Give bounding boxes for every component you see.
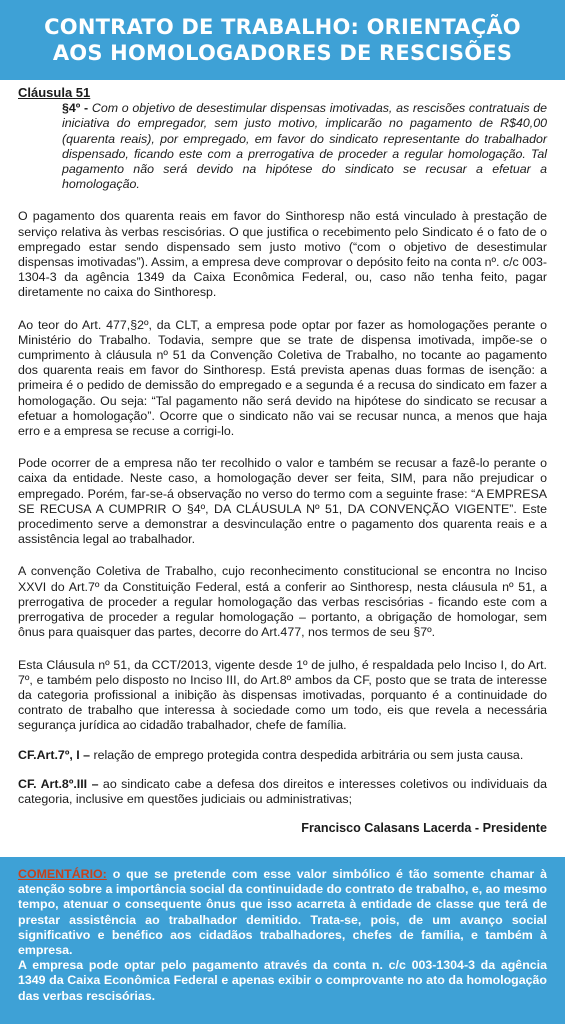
page-header <box>0 0 565 80</box>
clause-text: Com o objetivo de desestimular dispensas imotivadas, as rescisões contratuais de iniciativa do empregador, sem justo motivo, implicarão no pagamento de R$40,00 (quarenta reais), por empregado, em favor do sindicato representante do trabalhador dispensado, ficando este com a prerrogativa de proceder a regular homologação. Tal pagamento não será devido na hipótese do sindicato se recusar a efetuar a homologação. <box>62 101 548 192</box>
law-art7 <box>18 748 547 763</box>
comment-paragraph <box>18 867 547 958</box>
article-body <box>18 85 547 836</box>
signature: Francisco Calasans Lacerda - Presidente <box>301 821 547 836</box>
page-title-line-2: AOS HOMOLOGADORES DE RESCISÕES <box>52 41 513 65</box>
paragraph-refusal: Pode ocorrer de a empresa não ter recolhido o valor e também se recusar a fazê-lo perante o caixa da entidade. Neste caso, a homologação dever ser feita, SIM, para não prejudicar o empregado. Porém, far-se-á observação no verso do termo com a seguinte frase: “A EMPRESA SE RECUSA A CUMPRIR O §4º, DA CLÁUSULA Nº 51, DA CONVENÇÃO VIGENTE”. Este procedimento serve a demonstrar a desvinculação entre o pagamento dos quarenta reais e a assistência legal ao trabalhador. <box>18 456 547 547</box>
clause-number: §4º - <box>62 101 89 116</box>
comment-box <box>0 857 565 1024</box>
clause-quote <box>62 101 547 192</box>
law-art8-text: ao sindicato cabe a defesa dos direitos e interesses coletivos ou individuais da categoria, inclusive em questões judiciais ou administrativas; <box>18 776 547 806</box>
law-art7-text: relação de emprego protegida contra despedida arbitrária ou sem justa causa. <box>90 747 524 762</box>
clause-title: Cláusula 51 <box>18 85 91 100</box>
comment-label: COMENTÁRIO: <box>18 867 107 881</box>
law-art7-ref: CF.Art.7º, I – <box>18 747 91 762</box>
comment-paragraph-2: A empresa pode optar pelo pagamento através da conta n. c/c 003-1304-3 da agência 1349 da Caixa Econômica Federal e apenas exibir o comprovante no ato da homologação das verbas rescisórias. <box>18 958 547 1003</box>
law-art8 <box>18 777 547 807</box>
page-title-line-1: CONTRATO DE TRABALHO: ORIENTAÇÃO <box>44 15 521 39</box>
law-art8-ref: CF. Art.8º.III – <box>18 776 99 791</box>
paragraph-clt-art477: Ao teor do Art. 477,§2º, da CLT, a empresa pode optar por fazer as homologações perante o Ministério do Trabalho. Todavia, sempre que se trate de dispensa imotivada, impõe-se o cumprimento à cláusula nº 51 da Convenção Coletiva de Trabalho, no tocante ao pagamento dos quarenta reais em favor do Sinthoresp. Está prevista apenas duas formas de isenção: a primeira é o pedido de demissão do empregado e a segunda é a recusa do sindicato em fazer a homologação. Ou seja: “Tal pagamento não será devido na hipótese do sindicato se recusar a efetuar a homologação”. Ocorre que o sindicato não vai se recusar nunca, a menos que haja erro e a empresa se recuse a corrigi-lo. <box>18 317 547 439</box>
comment-text: o que se pretende com esse valor simbólico é tão somente chamar à atenção sobre a importância social da continuidade do contrato de trabalho, e, ao mesmo tempo, atenuar o consequente ônus que isso acarreta à entidade de classe que terá de prestar assistência ao trabalhador demitido. Trata-se, pois, de um avanço social significativo e benéfico aos cidadãos trabalhadores, chefes de família, e também à empresa. <box>18 867 547 958</box>
paragraph-payment: O pagamento dos quarenta reais em favor do Sinthoresp não está vinculado à prestação de serviço relativa às verbas rescisórias. O que justifica o recebimento pelo Sindicato é o fato de o empregado estar sendo dispensado sem justo motivo (“com o objetivo de desestimular dispensas imotivadas”). Assim, a empresa deve comprovar o depósito feito na conta nº. c/c 003-1304-3 da agência 1349 da Caixa Econômica Federal, ou, caso não tenha feito, pagar diretamente no caixa do Sinthoresp. <box>18 209 547 300</box>
paragraph-cct-2013: Esta Cláusula nº 51, da CCT/2013, vigente desde 1º de julho, é respaldada pelo Inciso I, do Art. 7º, e também pelo disposto no Inciso III, do Art.8º ambos da CF, posto que se trata de interesse da categoria profissional a inibição às dispensas imotivadas, porquanto é a continuidade do contrato de trabalho que interessa à sociedade como um todo, eis que revela a necessária segurança jurídica ao cidadão trabalhador, chefe de família. <box>18 657 547 733</box>
paragraph-collective-agreement: A convenção Coletiva de Trabalho, cujo reconhecimento constitucional se encontra no Inciso XXVI do Art.7º da Constituição Federal, está a conferir ao Sinthoresp, nesta cláusula nº 51, a prerrogativa de proceder a regular homologação das verbas rescisórias - ficando este com a prerrogativa de proceder a regular homologação – portanto, a obrigação de homologar, sem ônus para quaisquer das partes, decorre do Art.477, nos termos de seu §7º. <box>18 564 547 640</box>
